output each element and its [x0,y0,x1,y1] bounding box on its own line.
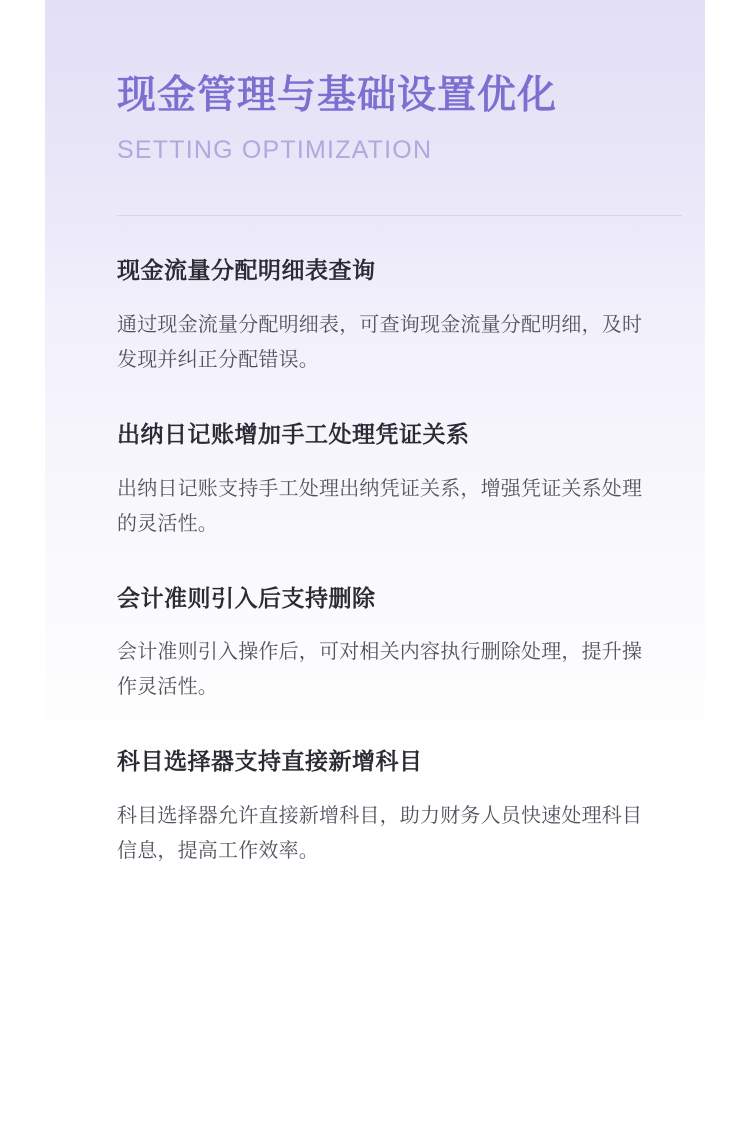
card-inner [45,0,705,869]
content-card [45,0,705,1090]
section-body: 出纳日记账支持手工处理出纳凭证关系，增强凭证关系处理的灵活性。 [117,477,643,535]
section-title: 会计准则引入后支持删除 [117,584,376,611]
page-subtitle: SETTING OPTIMIZATION [117,135,433,164]
section-list [117,256,657,870]
section-title: 现金流量分配明细表查询 [117,256,376,283]
section-body: 通过现金流量分配明细表，可查询现金流量分配明细，及时发现并纠正分配错误。 [117,313,643,371]
list-item [117,420,657,542]
list-item [117,584,657,706]
section-body: 科目选择器允许直接新增科目，助力财务人员快速处理科目信息，提高工作效率。 [117,805,643,863]
section-body: 会计准则引入操作后，可对相关内容执行删除处理，提升操作灵活性。 [117,641,643,699]
page-title: 现金管理与基础设置优化 [117,74,558,117]
section-title: 出纳日记账增加手工处理凭证关系 [117,420,470,447]
list-item [117,256,657,378]
list-item [117,747,657,869]
header-divider [117,215,682,216]
section-title: 科目选择器支持直接新增科目 [117,748,423,775]
